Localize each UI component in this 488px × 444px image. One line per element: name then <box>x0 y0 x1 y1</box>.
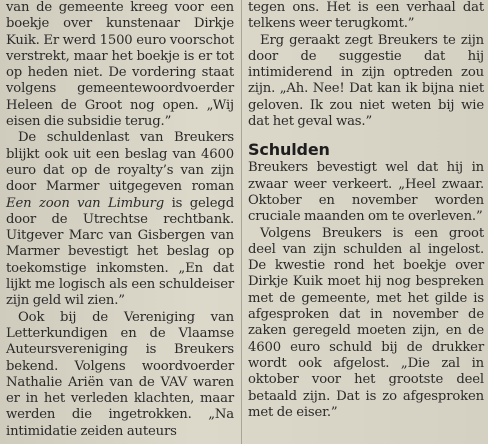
paragraph: Erg geraakt zegt Breukers te zijn door de suggestie dat hij intimiderend in zijn optreden zou zijn. „Ah. Nee! Dat kan ik bijna niet geloven. Ik zou niet weten bij wie dat het geval was.” <box>248 32 484 130</box>
book-title: Een zoon van Limburg <box>6 195 165 211</box>
article-column-left <box>6 0 234 440</box>
paragraph: Breukers bevestigt wel dat hij in zwaar weer verkeert. „Heel zwaar. Oktober en november worden cruciale maanden om te overleven.” <box>248 160 484 225</box>
paragraph-text: is gelegd door de Utrechtse rechtbank. Uitgever Marc van Gisbergen van Marmer bevestigt het beslag op toekomstige inkomsten. „En dat lijkt me logisch als een schuldeiser zijn geld wil zien.” <box>6 195 234 309</box>
article-column-right <box>248 0 484 421</box>
paragraph: tegen ons. Het is een verhaal dat telkens weer terugkomt.” <box>248 0 484 32</box>
paragraph-text: De schuldenlast van Breukers blijkt ook uit een beslag van 4600 euro dat op de royalty’s van zijn door Marmer uitgegeven roman <box>6 130 234 195</box>
paragraph: van de gemeente kreeg voor een boekje over kunstenaar Dirkje Kuik. Er werd 1500 euro voorschot verstrekt, maar het boekje is er tot op heden niet. De vordering staat volgens gemeentewoordvoerder Heleen de Groot nog open. „Wij eisen die subsidie terug.” <box>6 0 234 130</box>
paragraph <box>6 130 234 309</box>
section-heading: Schulden <box>248 140 330 160</box>
paragraph: Volgens Breukers is een groot deel van zijn schulden al ingelost. De kwestie rond het boekje over Dirkje Kuik moet hij nog bespreken met de gemeente, met het gilde is afgesproken dat in november de zaken geregeld moeten zijn, en de 4600 euro schuld bij de drukker wordt ook afgelost. „Die zal in oktober voor het grootste deel betaald zijn. Dat is zo afgesproken met de eiser.” <box>248 225 484 420</box>
column-divider <box>241 0 242 444</box>
paragraph: Ook bij de Vereniging van Letterkundigen en de Vlaamse Auteursvereniging is Breukers bekend. Volgens woordvoerder Nathalie Ariën van de VAV waren er in het verleden klachten, maar werden die ingetrokken. „Na intimidatie zeiden auteurs <box>6 309 234 439</box>
